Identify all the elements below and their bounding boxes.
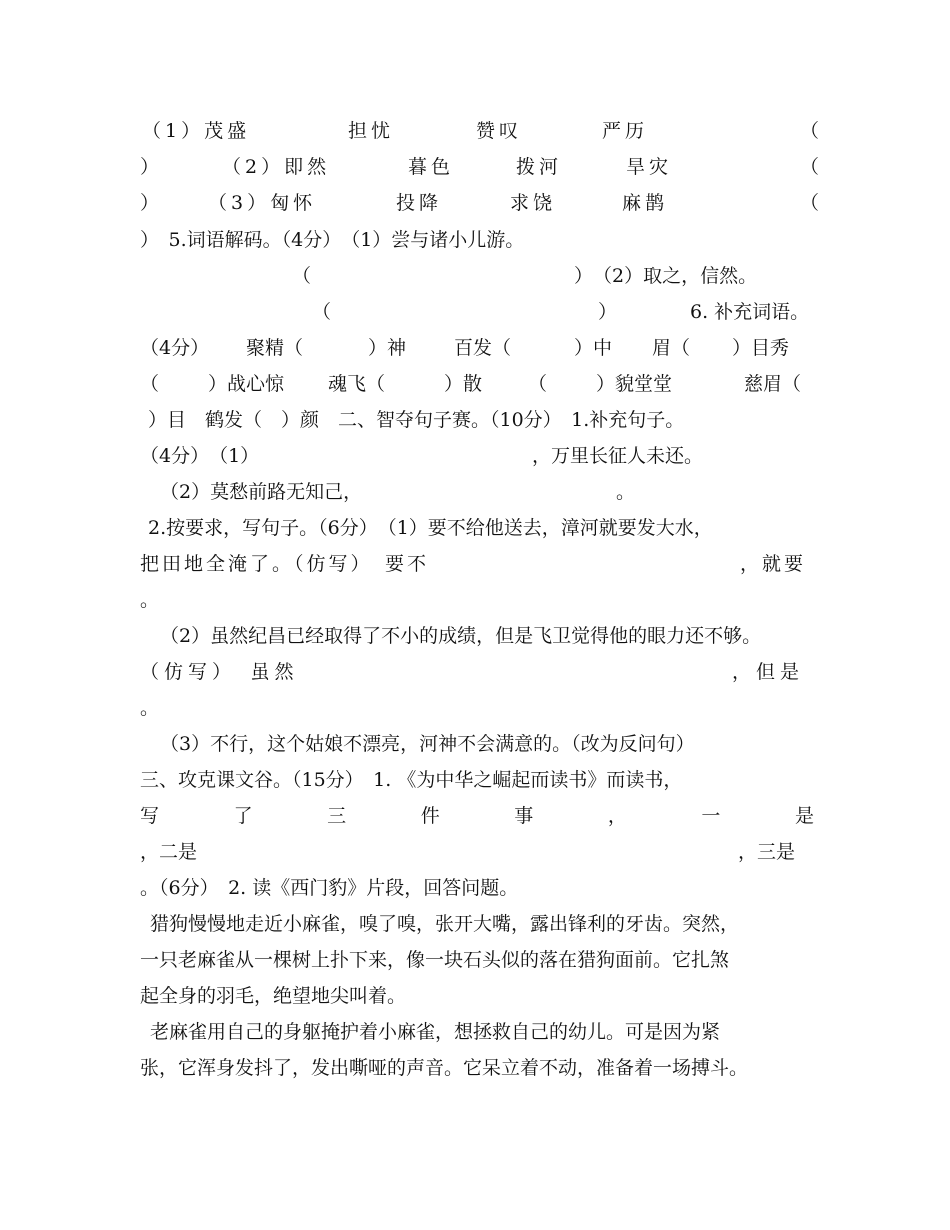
question-6-score: （4分） (140, 337, 210, 359)
answer-bracket-open: （ (312, 301, 332, 323)
answer-bracket-open: （ (800, 156, 820, 178)
rewrite-2: （仿写） 虽然 (140, 661, 299, 683)
vocab-word: 投降 (396, 192, 443, 214)
text-char: ， (607, 805, 627, 827)
vocab-word: 求饶 (510, 192, 557, 214)
question-2-heading: 2.按要求，写句子。（6分） （1）要不给他送去，漳河就要发大水， (148, 517, 713, 539)
text-char: 一 (701, 805, 721, 827)
rewrite-2-end: ，但是 (732, 661, 805, 683)
text-char: 件 (420, 805, 440, 827)
idiom-part: 魂飞（ (328, 373, 386, 395)
question-5-heading: ） 5.词语解码。（4分） （1）尝与诸小儿游。 (140, 229, 525, 251)
idiom-part: ）战心惊 (208, 373, 285, 395)
vocab-word: 旱灾 (626, 156, 673, 178)
text-char: 事 (514, 805, 534, 827)
vocab-word: 拨河 (516, 156, 563, 178)
idiom-part: ）貌堂堂 (596, 373, 673, 395)
idiom-part: 慈眉（ (744, 373, 802, 395)
rewrite-3-prompt: （3）不行，这个姑娘不漂亮，河神不会满意的。（改为反问句） (160, 733, 695, 755)
text-char: 三 (327, 805, 347, 827)
section-2-heading: ）目 鹤发（ ）颜 二、智夺句子赛。（10分） 1.补充句子。 (148, 409, 685, 431)
answer-bracket-open: （ (800, 192, 820, 214)
passage-line: 老麻雀用自己的身躯掩护着小麻雀，想拯救自己的幼儿。可是因为紧 (150, 1021, 721, 1043)
passage-line: 张，它浑身发抖了，发出嘶哑的声音。它呆立着不动，准备着一场搏斗。 (140, 1057, 749, 1079)
rewrite-1-end: ，就要 (740, 553, 807, 575)
rewrite-2-prompt: （2）虽然纪昌已经取得了不小的成绩，但是飞卫觉得他的眼力还不够。 (160, 625, 762, 647)
sentence-fill-1-end: ，万里长征人未还。 (532, 445, 704, 467)
sentence-fill-1: （4分） （1） (140, 445, 260, 467)
answer-bracket-close: ） (140, 192, 160, 214)
idiom-part: 百发（ (454, 337, 512, 359)
vocab-item-1: （1）茂盛 (142, 120, 251, 142)
answer-bracket-open: （ (292, 265, 312, 287)
question-6-heading: 6. 补充词语。 (690, 301, 810, 323)
answer-bracket-close: ） (140, 156, 160, 178)
passage-line: 起全身的羽毛，绝望地尖叫着。 (140, 985, 407, 1007)
question-1-third: ，三是 (738, 841, 796, 863)
text-char: 写 (140, 805, 160, 827)
idiom-part: ）目秀 (732, 337, 790, 359)
answer-bracket-close: ） (598, 301, 618, 323)
idiom-part: 眉（ (652, 337, 691, 359)
answer-bracket-open: （ (800, 120, 820, 142)
vocab-word: 赞叹 (476, 120, 523, 142)
question-1-second: ，二是 (140, 841, 198, 863)
idiom-part: 聚精（ (246, 337, 304, 359)
period: 。 (140, 697, 160, 719)
vocab-word: 暮色 (408, 156, 455, 178)
period: 。 (140, 589, 160, 611)
text-char: 是 (794, 805, 814, 827)
passage-line: 猎狗慢慢地走近小麻雀，嗅了嗅，张开大嘴，露出锋利的牙齿。突然， (150, 913, 740, 935)
vocab-word: 麻鹊 (622, 192, 669, 214)
section-3-heading: 三、攻克课文谷。（15分） 1. 《为中华之崛起而读书》而读书， (140, 769, 683, 791)
vocab-item-2: （2）即然 (222, 156, 331, 178)
vocab-word: 严历 (602, 120, 649, 142)
question-5-item-2: ） （2）取之，信然。 (574, 265, 758, 287)
passage-line: 一只老麻雀从一棵树上扑下来，像一块石头似的落在猎狗面前。它扎煞 (140, 949, 730, 971)
idiom-part: ）散 (444, 373, 483, 395)
idiom-part: ）中 (574, 337, 613, 359)
sentence-fill-2-end: 。 (616, 481, 636, 503)
sentence-fill-2: （2）莫愁前路无知己， (160, 481, 363, 503)
vocab-word: 担忧 (348, 120, 395, 142)
vocab-item-3: （3）匈怀 (208, 192, 317, 214)
question-1-line (140, 804, 814, 828)
idiom-part: （ (528, 373, 548, 395)
text-char: 了 (233, 805, 253, 827)
idiom-part: ）神 (368, 337, 407, 359)
idiom-part: （ (140, 373, 160, 395)
rewrite-1: 把田地全淹了。（仿写） 要不 (140, 553, 430, 575)
question-2-heading: 。（6分） 2. 读《西门豹》片段，回答问题。 (140, 877, 519, 899)
